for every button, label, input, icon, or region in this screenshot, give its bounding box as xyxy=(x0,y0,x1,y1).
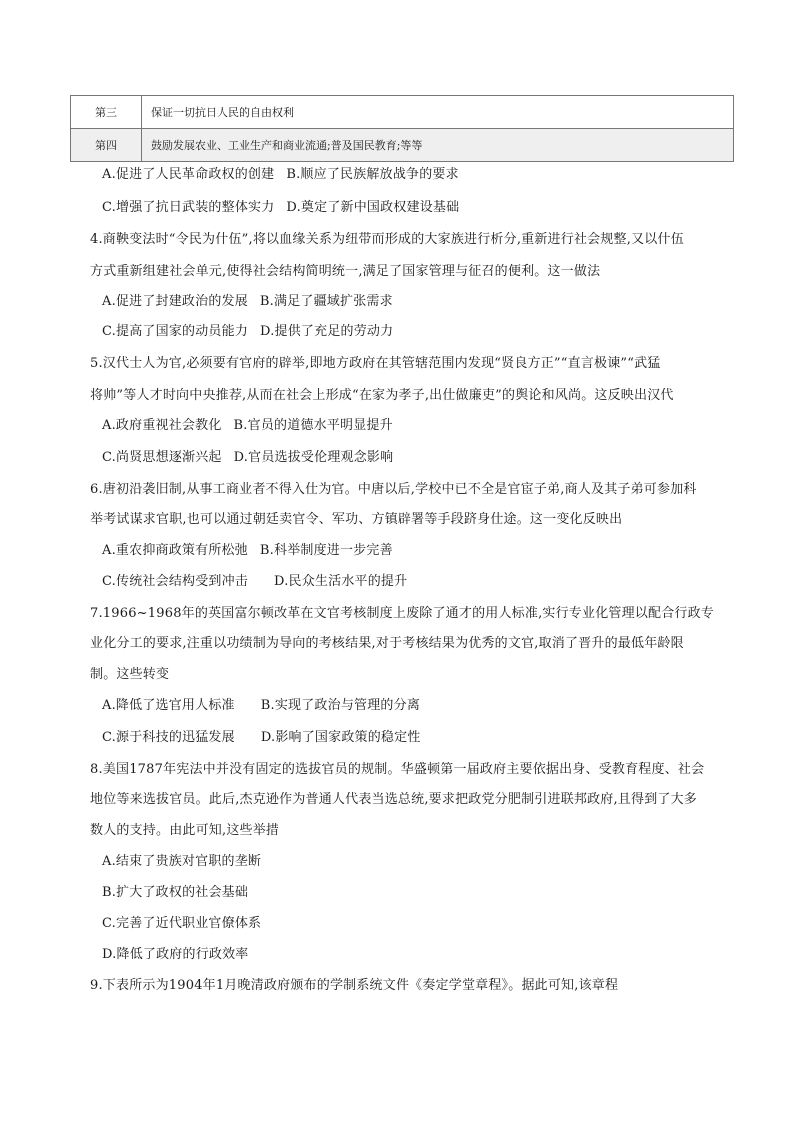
option-c: C.提高了国家的动员能力 xyxy=(102,324,249,339)
option-d: D.提供了充足的劳动力 xyxy=(260,324,394,339)
option-a: A.重农抑商政策有所松弛 xyxy=(102,543,248,558)
option-c: C.源于科技的迅猛发展 xyxy=(102,730,235,745)
table-cell-text: 鼓励发展农业、工业生产和商业流通;普及国民教育;等等 xyxy=(142,129,734,162)
q7-options-ab xyxy=(102,696,420,716)
option-d: D.奠定了新中国政权建设基础 xyxy=(286,200,460,215)
option-b: B.官员的道德水平明显提升 xyxy=(233,418,393,433)
q8-option-c: C.完善了近代职业官僚体系 xyxy=(102,916,262,931)
table-cell-key: 第三 xyxy=(71,96,142,129)
q4-options-ab xyxy=(102,292,393,312)
q3-options-cd xyxy=(102,198,459,218)
q8-stem-line: 8.美国1787年宪法中并没有固定的选拔官员的规制。华盛顿第一届政府主要依据出身、受教育程度、社会 xyxy=(90,762,705,777)
q5-stem-line: 将帅”等人才时向中央推荐,从而在社会上形成“在家为孝子,出仕做廉吏”的舆论和风尚。这反映出汉代 xyxy=(90,388,674,403)
option-b: B.科举制度进一步完善 xyxy=(259,543,393,558)
option-d: D.官员选拔受伦理观念影响 xyxy=(233,450,394,465)
table-row xyxy=(71,129,734,162)
q4-options-cd xyxy=(102,322,393,342)
q8-option-a: A.结束了贵族对官职的垄断 xyxy=(102,854,262,869)
option-a: A.促进了封建政治的发展 xyxy=(102,294,248,309)
option-a: A.促进了人民革命政权的创建 xyxy=(102,167,275,182)
q8-stem-line: 地位等来选拔官员。此后,杰克逊作为普通人代表当选总统,要求把政党分肥制引进联邦政府,且得到了大多 xyxy=(90,792,697,807)
table-row xyxy=(71,96,734,129)
q8-stem-line: 数人的支持。由此可知,这些举措 xyxy=(90,823,280,838)
table-cell-text: 保证一切抗日人民的自由权利 xyxy=(142,96,734,129)
q4-stem-line: 方式重新组建社会单元,使得社会结构简明统一,满足了国家管理与征召的便利。这一做法 xyxy=(90,264,601,279)
option-d: D.民众生活水平的提升 xyxy=(274,574,408,589)
q6-options-cd xyxy=(102,572,407,592)
q5-options-ab xyxy=(102,416,393,436)
option-c: C.尚贤思想逐渐兴起 xyxy=(102,450,222,465)
policy-table xyxy=(70,95,734,162)
option-c: C.传统社会结构受到冲击 xyxy=(102,574,249,589)
option-a: A.降低了选官用人标准 xyxy=(102,698,235,713)
table-cell-key: 第四 xyxy=(71,129,142,162)
q9-stem-line: 9.下表所示为1904年1月晚清政府颁布的学制系统文件《奏定学堂章程》。据此可知,该章程 xyxy=(90,978,619,993)
option-b: B.顺应了民族解放战争的要求 xyxy=(286,167,459,182)
q7-options-cd xyxy=(102,728,421,748)
q6-options-ab xyxy=(102,541,393,561)
option-b: B.实现了政治与管理的分离 xyxy=(260,698,421,713)
option-a: A.政府重视社会教化 xyxy=(102,418,222,433)
q8-option-d: D.降低了政府的行政效率 xyxy=(102,947,249,962)
option-c: C.增强了抗日武装的整体实力 xyxy=(102,200,275,215)
q6-stem-line: 6.唐初沿袭旧制,从事工商业者不得入仕为官。中唐以后,学校中已不全是官宦子弟,商人及其子弟可参加科 xyxy=(90,482,697,497)
q4-stem-line: 4.商鞅变法时“令民为什伍”,将以血缘关系为纽带而形成的大家族进行析分,重新进行社会规整,又以什伍 xyxy=(90,232,684,247)
q7-stem-line: 制。这些转变 xyxy=(90,667,170,682)
q6-stem-line: 举考试谋求官职,也可以通过朝廷卖官令、军功、方镇辟署等手段跻身仕途。这一变化反映出 xyxy=(90,512,623,527)
q5-options-cd xyxy=(102,448,393,468)
q3-options-ab xyxy=(102,165,459,185)
option-b: B.满足了疆域扩张需求 xyxy=(259,294,393,309)
q7-stem-line: 业化分工的要求,注重以功绩制为导向的考核结果,对于考核结果为优秀的文官,取消了晋升的最低年龄限 xyxy=(90,636,684,651)
q8-option-b: B.扩大了政权的社会基础 xyxy=(102,885,249,900)
q7-stem-line: 7.1966~1968年的英国富尔顿改革在文官考核制度上废除了通才的用人标准,实行专业化管理以配合行政专 xyxy=(90,606,714,621)
option-d: D.影响了国家政策的稳定性 xyxy=(260,730,421,745)
q5-stem-line: 5.汉代士人为官,必须要有官府的辟举,即地方政府在其管辖范围内发现“贤良方正”“直言极谏”“武猛 xyxy=(90,356,661,371)
